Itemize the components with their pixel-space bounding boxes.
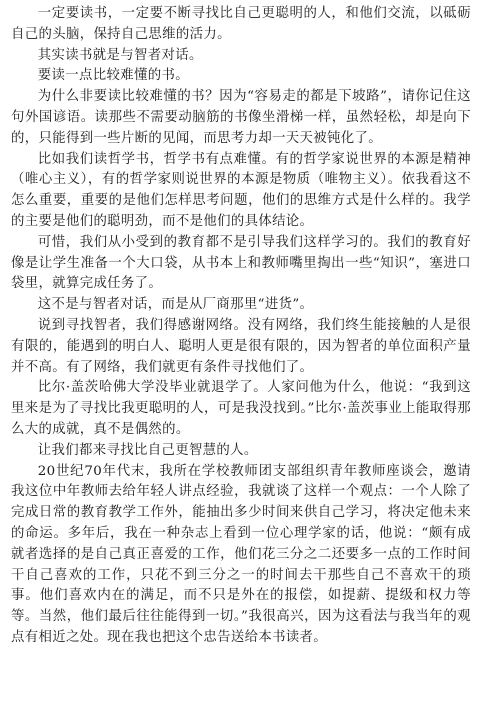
paragraph-3: 要读一点比较难懂的书。	[37, 68, 189, 84]
paragraph-5: 比如我们读哲学书，哲学书有点难懂。有的哲学家说世界的本源是精神（唯心主义），有的哲学家则说世界的本源是物质（唯物主义）。依我看这不怎么重要，重要的是他们怎样思考问题，他们的思维方式是什么样的。我学的主要是他们的聪明劲，而不是他们的具体结论。	[11, 151, 471, 229]
paragraph-6: 可惜，我们从小受到的教育都不是引导我们这样学习的。我们的教育好像是让学生准备一个大口袋，从书本上和教师嘴里掏出一些“知识”，塞进口袋里，就算完成任务了。	[11, 234, 471, 292]
paragraph-8: 说到寻找智者，我们得感谢网络。没有网络，我们终生能接触的人是很有限的，能遇到的明白人、聪明人更是很有限的，因为智者的单位面积产量并不高。有了网络，我们就更有条件寻找他们了。	[11, 317, 471, 375]
paragraph-11: 20世纪70年代末，我所在学校教师团支部组织青年教师座谈会，邀请我这位中年教师去给年轻人讲点经验，我就谈了这样一个观点：一个人除了完成日常的教育教学工作外，能抽出多少时间来供自己学习，将决定他未来的命运。多年后，我在一种杂志上看到一位心理学家的话，他说：“颇有成就者选择的是自己真正喜爱的工作，他们花三分之二还要多一点的工作时间干自己喜欢的工作，只花不到三分之一的时间去干那些自己不喜欢干的琐事。他们喜欢内在的满足，而不只是外在的报偿，如提薪、提级和权力等等。当然，他们最后往往能得到一切。”我很高兴，因为这看法与我当年的观点有相近之处。现在我也把这个忠告送给本书读者。	[11, 463, 471, 645]
paragraph-1: 一定要读书，一定要不断寻找比自己更聪明的人，和他们交流，以砥砺自己的头脑，保持自己思维的活力。	[11, 6, 471, 42]
paragraph-9: 比尔·盖茨哈佛大学没毕业就退学了。人家问他为什么，他说：“我到这里来是为了寻找比我更聪明的人，可是我没找到。”比尔·盖茨事业上能取得那么大的成就，真不是偶然的。	[11, 380, 471, 437]
paragraph-2: 其实读书就是与智者对话。	[37, 47, 203, 63]
paragraph-10: 让我们都来寻找比自己更智慧的人。	[37, 442, 258, 458]
paragraph-7: 这不是与智者对话，而是从厂商那里“进货”。	[37, 297, 314, 313]
paragraph-4: 为什么非要读比较难懂的书？因为“容易走的都是下坡路”，请你记住这句外国谚语。读那些不需要动脑筋的书像坐滑梯一样，虽然轻松，却是向下的，只能得到一些片断的见闻，而思考力却一天天被钝化了。	[11, 89, 471, 146]
